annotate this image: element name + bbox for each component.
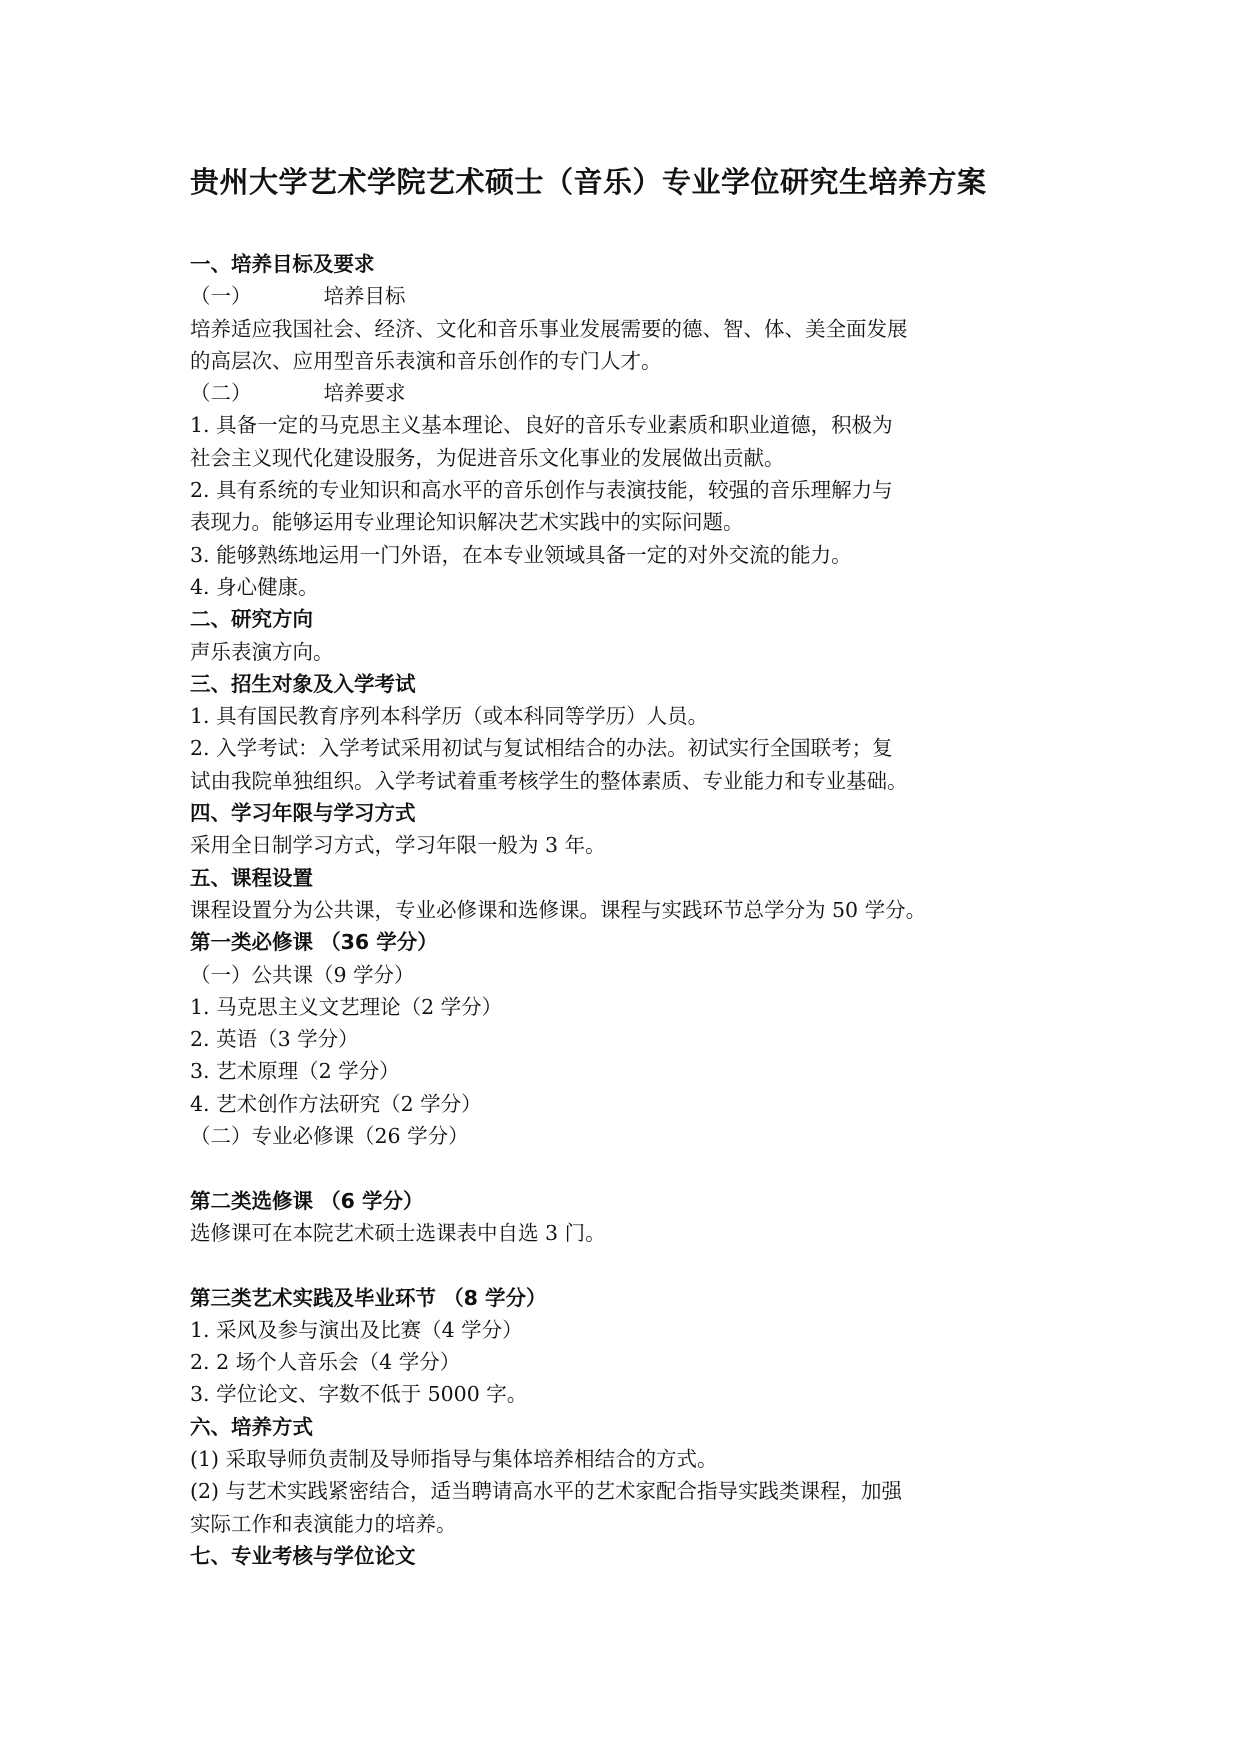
- subsection-heading: [190, 377, 1070, 409]
- subsection-number: （二）: [190, 381, 252, 406]
- paragraph-line: 课程设置分为公共课，专业必修课和选修课。课程与实践环节总学分为 50 学分。: [190, 897, 927, 922]
- course-item: 2. 2 场个人音乐会（4 学分）: [190, 1350, 461, 1375]
- course-category-heading: 第二类选修课 （6 学分）: [190, 1188, 424, 1213]
- list-item-continued: 试由我院单独组织。入学考试着重考核学生的整体素质、专业能力和专业基础。: [190, 768, 908, 793]
- section-heading-2: 二、研究方向: [190, 607, 313, 632]
- course-item: 1. 马克思主义文艺理论（2 学分）: [190, 994, 503, 1019]
- subsection-heading: [190, 280, 1070, 312]
- course-group: （一）公共课（9 学分）: [190, 962, 415, 987]
- section-heading-4: 四、学习年限与学习方式: [190, 801, 416, 826]
- subsection-number: （一）: [190, 284, 252, 309]
- blank-line: [190, 1249, 1070, 1281]
- section-heading-5: 五、课程设置: [190, 865, 313, 890]
- list-item-continued: 表现力。能够运用专业理论知识解决艺术实践中的实际问题。: [190, 510, 744, 535]
- list-item: 2. 具有系统的专业知识和高水平的音乐创作与表演技能，较强的音乐理解力与: [190, 478, 893, 503]
- course-item: 1. 采风及参与演出及比赛（4 学分）: [190, 1317, 523, 1342]
- paragraph-line: 的高层次、应用型音乐表演和音乐创作的专门人才。: [190, 348, 662, 373]
- list-item: 3. 能够熟练地运用一门外语，在本专业领域具备一定的对外交流的能力。: [190, 542, 852, 567]
- section-heading-6: 六、培养方式: [190, 1414, 313, 1439]
- course-item: 3. 艺术原理（2 学分）: [190, 1059, 400, 1084]
- section-heading-1: 一、培养目标及要求: [190, 252, 375, 276]
- list-item: 1. 具备一定的马克思主义基本理论、良好的音乐专业素质和职业道德，积极为: [190, 413, 893, 438]
- blank-line: [190, 1152, 1070, 1184]
- paragraph-line: 选修课可在本院艺术硕士选课表中自选 3 门。: [190, 1220, 606, 1245]
- document-body: [190, 248, 1070, 1572]
- course-group: （二）专业必修课（26 学分）: [190, 1124, 469, 1149]
- course-category-heading: 第三类艺术实践及毕业环节 （8 学分）: [190, 1285, 547, 1310]
- course-category-heading: 第一类必修课 （36 学分）: [190, 930, 438, 955]
- subsection-title: 培养目标: [323, 284, 406, 309]
- subsection-title: 培养要求: [323, 381, 406, 406]
- list-item: (1) 采取导师负责制及导师指导与集体培养相结合的方式。: [190, 1446, 718, 1471]
- list-item: 4. 身心健康。: [190, 574, 319, 599]
- section-heading-3: 三、招生对象及入学考试: [190, 671, 416, 696]
- list-item: 2. 入学考试：入学考试采用初试与复试相结合的办法。初试实行全国联考；复: [190, 736, 893, 761]
- document-title: 贵州大学艺术学院艺术硕士（音乐）专业学位研究生培养方案: [190, 165, 987, 199]
- paragraph-line: 声乐表演方向。: [190, 639, 334, 664]
- course-item: 4. 艺术创作方法研究（2 学分）: [190, 1091, 482, 1116]
- paragraph-line: 培养适应我国社会、经济、文化和音乐事业发展需要的德、智、体、美全面发展: [190, 316, 908, 341]
- paragraph-line: 采用全日制学习方式，学习年限一般为 3 年。: [190, 833, 606, 858]
- list-item-continued: 实际工作和表演能力的培养。: [190, 1511, 457, 1536]
- list-item: (2) 与艺术实践紧密结合，适当聘请高水平的艺术家配合指导实践类课程，加强: [190, 1479, 903, 1504]
- course-item: 2. 英语（3 学分）: [190, 1027, 359, 1052]
- list-item-continued: 社会主义现代化建设服务，为促进音乐文化事业的发展做出贡献。: [190, 445, 785, 470]
- list-item: 1. 具有国民教育序列本科学历（或本科同等学历）人员。: [190, 704, 709, 729]
- course-item: 3. 学位论文、字数不低于 5000 字。: [190, 1382, 528, 1407]
- section-heading-7: 七、专业考核与学位论文: [190, 1543, 416, 1568]
